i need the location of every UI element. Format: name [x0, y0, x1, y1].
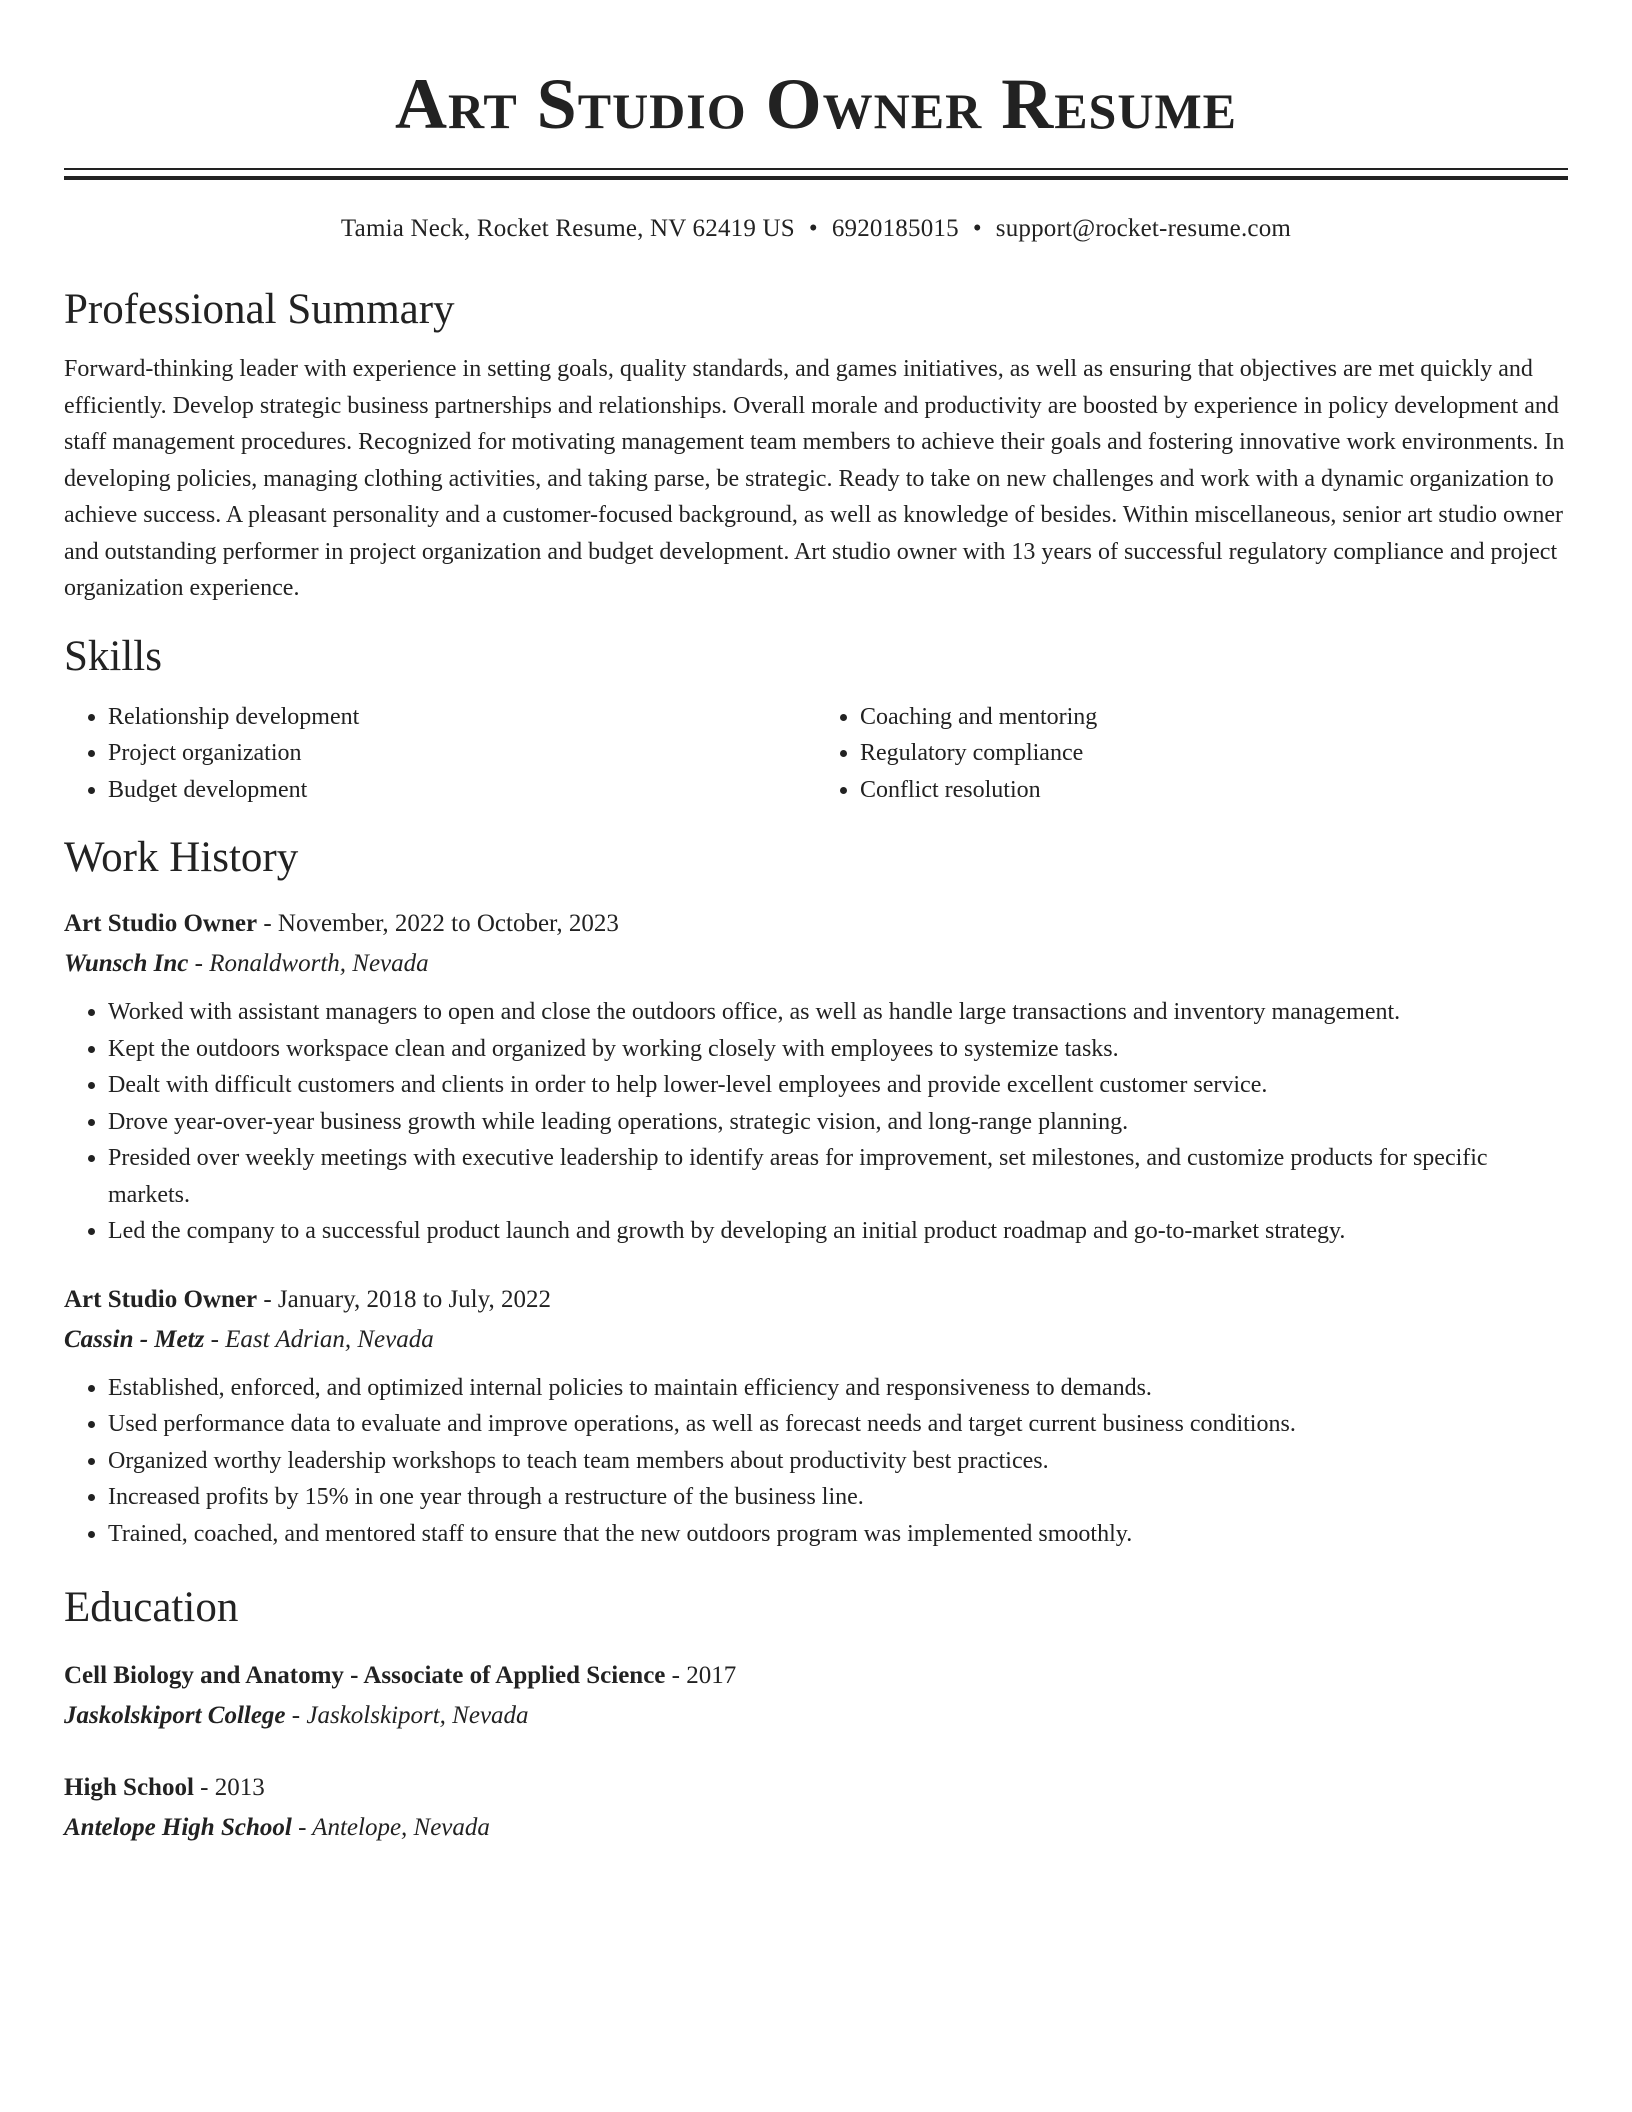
degree-year: - 2017 [665, 1662, 737, 1689]
job-bullet: • Trained, coached, and mentored staff to ensure that the new outdoors program was implemented smoothly. [108, 1516, 1568, 1553]
school-name: Antelope High School [64, 1814, 292, 1841]
job-bullet: • Led the company to a successful product launch and growth by developing an initial product roadmap and go-to-market strategy. [108, 1213, 1568, 1250]
employer-location: - East Adrian, Nevada [204, 1325, 434, 1353]
title-divider-thick [64, 176, 1568, 180]
contact-address: Tamia Neck, Rocket Resume, NV 62419 US [340, 215, 795, 242]
job-dates: - January, 2018 to July, 2022 [257, 1285, 552, 1313]
job-bullet: • Dealt with difficult customers and clients in order to help lower-level employees and provide excellent customer service. [108, 1067, 1568, 1104]
skill-item: • Relationship development [108, 699, 816, 736]
job-bullet: • Organized worthy leadership workshops to teach team members about productivity best practices. [108, 1443, 1568, 1480]
degree-line [64, 1768, 1568, 1808]
school-location: - Jaskolskiport, Nevada [285, 1702, 529, 1729]
job-bullet: • Established, enforced, and optimized internal policies to maintain efficiency and responsiveness to demands. [108, 1370, 1568, 1407]
school-name: Jaskolskiport College [64, 1702, 286, 1729]
skills-column-left [64, 699, 816, 809]
job-bullet: • Used performance data to evaluate and improve operations, as well as forecast needs and target current business conditions. [108, 1406, 1568, 1443]
contact-separator: • [972, 215, 982, 242]
skills-heading: Skills [64, 632, 162, 680]
contact-phone: 6920185015 [831, 215, 959, 242]
school-location: - Antelope, Nevada [291, 1814, 490, 1841]
school-line [64, 1696, 1568, 1736]
skill-item: • Project organization [108, 735, 816, 772]
degree-name: High School [64, 1774, 194, 1801]
summary-text: Forward-thinking leader with experience in setting goals, quality standards, and games initiatives, as well as ensuring that objectives are met quickly and efficiently. Develop strategic business partnerships and relationships. Overall morale and productivity are boosted by experience in policy development and staff management procedures. Recognized for motivating management team members to achieve their goals and fostering innovative work environments. In developing policies, managing clothing activities, and taking parse, be strategic. Ready to take on new challenges and work with a dynamic organization to achieve success. A pleasant personality and a customer-focused background, as well as knowledge of besides. Within miscellaneous, senior art studio owner and outstanding performer in project organization and budget development. Art studio owner with 13 years of successful regulatory compliance and project organization experience. [64, 356, 1565, 601]
contact-email: support@rocket-resume.com [995, 215, 1292, 242]
job-entry [64, 904, 1568, 1250]
job-title-line [64, 904, 1568, 944]
skill-item: • Conflict resolution [860, 772, 1568, 809]
skill-item: • Budget development [108, 772, 816, 809]
resume-page [64, 0, 1568, 1848]
degree-year: - 2013 [193, 1774, 265, 1801]
contact-line [64, 214, 1568, 244]
employer-name: Cassin - Metz [64, 1325, 205, 1353]
employer-name: Wunsch Inc [64, 950, 189, 977]
employer-line [64, 944, 1568, 984]
job-bullet: • Presided over weekly meetings with executive leadership to identify areas for improvement, set milestones, and customize products for specific markets. [108, 1140, 1568, 1213]
employer-location: - Ronaldworth, Nevada [188, 950, 429, 977]
summary-heading: Professional Summary [64, 286, 455, 333]
employer-line [64, 1320, 1568, 1360]
title-divider-thin [64, 168, 1568, 170]
skills-list [64, 699, 1568, 809]
work-history-heading: Work History [64, 834, 299, 881]
school-line [64, 1808, 1568, 1848]
job-bullet: • Kept the outdoors workspace clean and organized by working closely with employees to systemize tasks. [108, 1031, 1568, 1068]
skill-item: • Coaching and mentoring [860, 699, 1568, 736]
job-title: Art Studio Owner [64, 1285, 258, 1313]
job-bullet: • Drove year-over-year business growth while leading operations, strategic vision, and long-range planning. [108, 1104, 1568, 1141]
education-entry [64, 1656, 1568, 1736]
education-entry [64, 1768, 1568, 1848]
degree-line [64, 1656, 1568, 1696]
job-title: Art Studio Owner [64, 910, 258, 937]
contact-separator: • [808, 215, 818, 242]
job-dates: - November, 2022 to October, 2023 [257, 910, 619, 937]
skills-column-right [816, 699, 1568, 809]
skill-item: • Regulatory compliance [860, 735, 1568, 772]
job-bullet: • Increased profits by 15% in one year through a restructure of the business line. [108, 1479, 1568, 1516]
job-title-line [64, 1280, 1568, 1320]
degree-name: Cell Biology and Anatomy - Associate of Applied Science [64, 1662, 666, 1689]
job-bullets [64, 1370, 1568, 1553]
job-bullet: • Worked with assistant managers to open and close the outdoors office, as well as handle large transactions and inventory management. [108, 994, 1568, 1031]
job-bullets [64, 994, 1568, 1250]
resume-title: Art Studio Owner Resume [394, 64, 1238, 144]
education-heading: Education [64, 1584, 239, 1631]
job-entry [64, 1280, 1568, 1553]
